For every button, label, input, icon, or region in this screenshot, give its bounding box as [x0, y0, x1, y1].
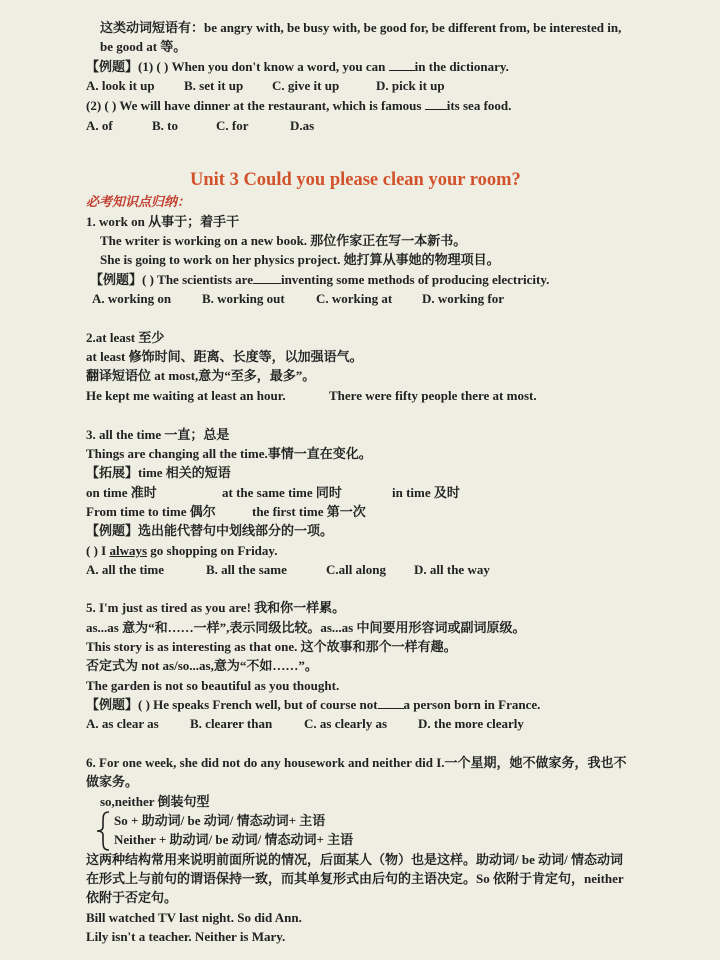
option: C. as clearly as	[304, 716, 388, 731]
text-line: 【例题】选出能代替句中划线部分的一项。	[86, 523, 334, 538]
option: A. as clear as	[86, 716, 159, 731]
point-heading: 2.at least 至少	[86, 330, 165, 345]
option: B. all the same	[206, 562, 287, 577]
text-line: She is going to work on her physics project. 她打算从事她的物理项目。	[100, 252, 500, 267]
text-line: This story is as interesting as that one. 这个故事和那个一样有趣。	[86, 639, 457, 654]
option: B. working out	[202, 291, 285, 306]
option: B. clearer than	[190, 716, 273, 731]
example-question: 【例题】( ) The scientists are inventing some methods of producing electricity.	[90, 272, 550, 287]
point-heading: 1. work on 从事于；着手干	[86, 214, 240, 229]
example-question: 【例题】( ) He speaks French well, but of course not a person born in France.	[86, 697, 541, 712]
option: A. all the time	[86, 562, 164, 577]
point-heading: 6. For one week, she did not do any housework and neither did I.一个星期，她不做家务，我也不	[86, 755, 627, 770]
text-line: 翻译短语位 at most,意为“至多，最多”。	[86, 368, 316, 383]
text-line: so,neither 倒装句型	[100, 794, 210, 809]
text-line: Neither + 助动词/ be 动词/ 情态动词+ 主语	[114, 832, 354, 847]
text-line: 依附于否定句。	[86, 890, 178, 905]
text-line: at least 修饰时间、距离、长度等，以加强语气。	[86, 349, 363, 364]
text-line: Bill watched TV last night. So did Ann.	[86, 910, 302, 925]
option: D. the more clearly	[418, 716, 524, 731]
text-line: Lily isn't a teacher. Neither is Mary.	[86, 929, 286, 944]
option: C.all along	[326, 562, 386, 577]
option: D.as	[290, 118, 315, 133]
option: A. look it up	[86, 78, 155, 93]
example-question: 【例题】(1) ( ) When you don't know a word, you can in the dictionary.	[86, 59, 509, 74]
option: A. working on	[92, 291, 172, 306]
text-line: 这类动词短语有：be angry with, be busy with, be good for, be different from, be interested in,	[100, 20, 622, 35]
document-page: 这类动词短语有：be angry with, be busy with, be good for, be different from, be interested in, be good at 等。 【例题】(1) ( ) When you don't know a word, you can in the dictionary. A. look it up B. set it up C. give it up D. pick it up (2) ( ) We will have dinner at the restaurant, which is famous its sea food. A. of B. to C. for D.as Unit 3 Could you please clean your room? 必考知识点归纳： 1. work on 从事于；着手干 The writer is working on a new book. 那位作家正在写一本新书。 She is going to work on her physics project. 她打算从事她的物理项目。 【例题】( ) The scientists are inventing some methods of producing electricity. A. working on B. working out C. working at D. working for 2.at least 至少 at least 修饰时间、距离、长度等，以加强语气。 翻译短语位 at most,意为“至多，最多”。 He kept me waiting at least an hour. There were fifty people there at most. 3. all the time 一直；总是 Things are changing all the time.事情一直在变化。 【拓展】time 相关的短语 on time 准时 at the same time 同时 in time 及时 From time to time 偶尔 the first time 第一次 【例题】选出能代替句中划线部分的一项。 ( ) I always go shopping on Friday. A. all the time B. all the same C.all along D. all the way 5. I'm just as tired as you are! 我和你一样累。 as...as 意为“和……一样”,表示同级比较。as...as 中间要用形容词或副词原级。 This story is as interesting as that one. 这个故事和那个一样有趣。 否定式为 not as/so...as,意为“不如……”。 The garden is not so beautiful as you thought. 【例题】( ) He speaks French well, but of course not a person born in France. A. as clear as B. clearer than C. as clearly as D. the more clearly 6. For one week, she did not do any housework and neither did I.一个星期，她不做家务，我也不 做家务。 so,neither 倒装句型 So + 助动词/ be 动词/ 情态动词+ 主语 Neither + 助动词/ be 动词/ 情态动词+ 主语 这两种结构常用来说明前面所说的情况，后面某人（物）也是这样。助动词/ be 动词/ 情态动词 在形式上与前句的谓语保持一致，而其单复形式由后句的主语决定。So 依附于肯定句，neither 依附于否定句。 Bill watched TV last night. So did Ann. Lily isn't a teacher. Neither is Mary.	[86, 20, 627, 944]
text-line: 做家务。	[86, 774, 139, 789]
brace-icon	[93, 810, 113, 852]
text-line: 这两种结构常用来说明前面所说的情况，后面某人（物）也是这样。助动词/ be 动词/ 情态动词	[86, 852, 623, 867]
option: B. to	[152, 118, 178, 133]
point-heading: 3. all the time 一直；总是	[86, 427, 230, 442]
text-line: 否定式为 not as/so...as,意为“不如……”。	[86, 658, 318, 673]
unit-title: Unit 3 Could you please clean your room?	[190, 170, 521, 190]
option: B. set it up	[184, 78, 244, 93]
option: C. working at	[316, 291, 393, 306]
option: A. of	[86, 118, 113, 133]
point-heading: 5. I'm just as tired as you are! 我和你一样累。	[86, 600, 346, 615]
option: C. for	[216, 118, 249, 133]
example-question: ( ) I always go shopping on Friday.	[86, 543, 278, 558]
underlined-word: always	[109, 543, 148, 558]
text-line: He kept me waiting at least an hour. There were fifty people there at most.	[86, 388, 537, 403]
text-line: as...as 意为“和……一样”,表示同级比较。as...as 中间要用形容词或副词原级。	[86, 620, 526, 635]
option: D. all the way	[414, 562, 490, 577]
text-line: Things are changing all the time.事情一直在变化。	[86, 446, 372, 461]
option: D. pick it up	[376, 78, 445, 93]
option: D. working for	[422, 291, 504, 306]
text-line: The garden is not so beautiful as you thought.	[86, 678, 340, 693]
text-line: be good at 等。	[100, 39, 187, 54]
section-heading: 必考知识点归纳：	[86, 194, 191, 209]
option: C. give it up	[272, 78, 340, 93]
text-line: 在形式上与前句的谓语保持一致，而其单复形式由后句的主语决定。So 依附于肯定句，neither	[86, 871, 624, 886]
text-line: So + 助动词/ be 动词/ 情态动词+ 主语	[114, 813, 326, 828]
example-question: (2) ( ) We will have dinner at the restaurant, which is famous its sea food.	[86, 98, 512, 113]
text-line: 【拓展】time 相关的短语	[86, 465, 231, 480]
text-line: The writer is working on a new book. 那位作家正在写一本新书。	[100, 233, 467, 248]
